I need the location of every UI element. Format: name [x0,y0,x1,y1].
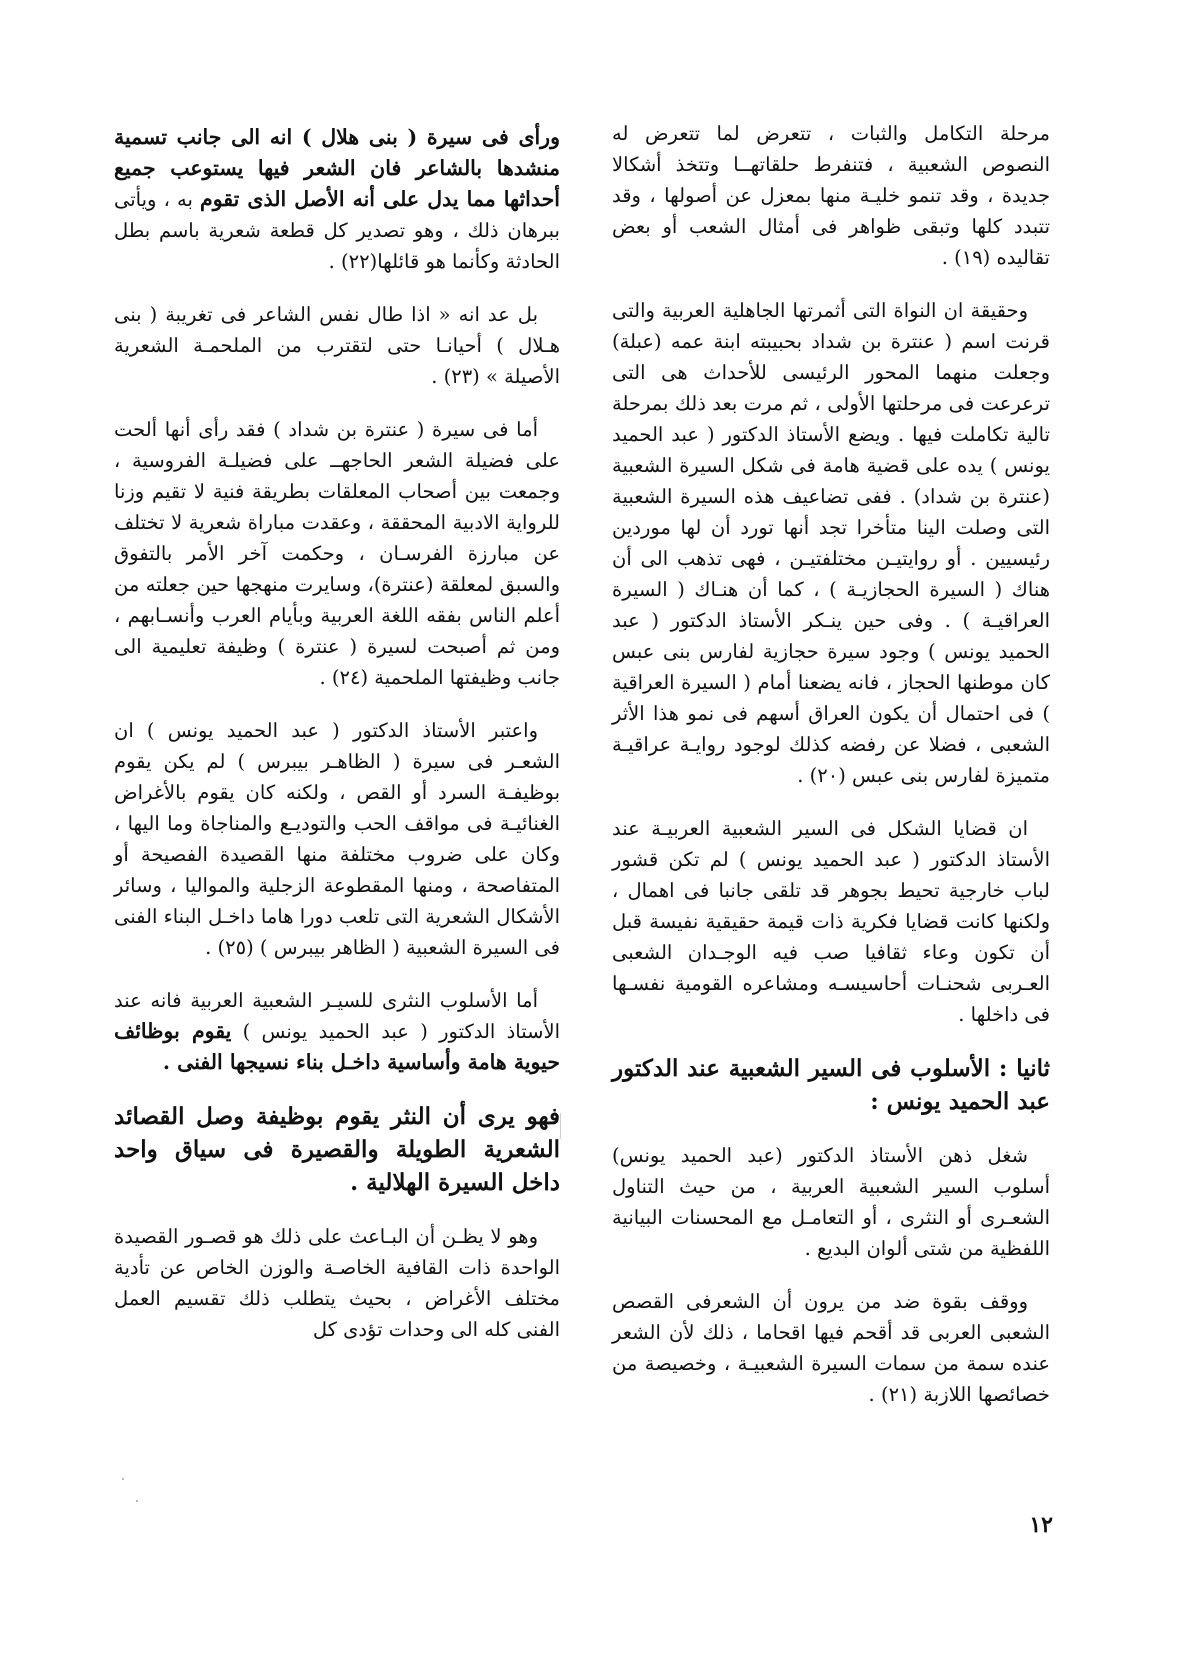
paragraph: وحقيقة ان النواة التى أثمرتها الجاهلية العربية والتى قرنت اسم ( عنترة بن شداد بحبيبته ابنة عمه (عبلة) وجعلت منهما المحور الرئيسى للأحداث هى التى ترعرعت فى مرحلتها الأولى ، ثم مرت بعد ذلك بمرحلة تالية تكاملت فيها . ويضع الأستاذ الدكتور ( عبد الحميد يونس ) يده على قضية هامة فى شكل السيرة الشعبية (عنترة بن شداد) . ففى تضاعيف هذه السيرة الشعبية التى وصلت الينا متأخرا تجد أنها تورد أن لها موردين رئيسيين . أو روايتيـن مختلفتيـن ، فهى تذهب الى أن هناك ( السيرة الحجازيـة ) ، كما أن هنـاك ( السيرة العراقيـة ) . وفى حين ينـكر الأستاذ الدكتور ( عبد الحميد يونس ) وجود سيرة حجازية لفارس بنى عبس كان موطنها الحجاز ، فانه يضعنا أمام ( السيرة العراقية ) فى احتمال أن يكون العراق أسهم فى نمو هذا الأثر الشعبى ، فضلا عن رفضه كذلك لوجود روايـة عراقيـة متميزة لفارس بنى عبس (٢٠) . [612,299,1050,787]
scan-speck [136,1500,138,1502]
paragraph [114,122,560,277]
paragraph: ووقف بقوة ضد من يرون أن الشعرفى القصص الشعبى العربى قد أقحم فيها اقحاما ، ذلك لأن الشعر عنده سمة من سمات السيرة الشعبيـة ، وخصيصة من خصائصها اللازبة (٢١) . [612,1290,1050,1406]
right-column [612,118,1050,1432]
paragraph: ان قضايا الشكل فى السير الشعبية العربيـة عند الأستاذ الدكتور ( عبد الحميد يونس ) لم تكن قشور لباب خارجية تحيط بجوهر قد تلقى جانبا فى اهمال ، ولكنها كانت قضايا فكرية ذات قيمة حقيقية نفيسة قبل أن تكون وعاء ثقافيا صب فيه الوجـدان الشعبى العـربى شحنـات أحاسيسـه ومشاعره القومية نفسـها فى داخلها . [612,817,1050,1026]
paragraph-text: أما الأسلوب النثرى للسيـر الشعبية العربية فانه عند الأستاذ الدكتور ( عبد الحميد يونس ) [114,989,561,1043]
left-column [114,122,560,1367]
paragraph: شغل ذهن الأستاذ الدكتور (عبد الحميد يونس) أسلوب السير الشعبية العربية ، من حيث التناول الشعـرى أو النثرى ، أو التعامـل مع المحسنات البيانية اللفظية من شتى ألوان البديع . [612,1144,1050,1260]
column-divider-mark [560,1113,561,1139]
paragraph [114,985,560,1078]
bold-text: ورأى فى سيرة ( بنى هلال ) انه الى جانب تسمية منشدها بالشاعر فان الشعر فيها يستوعب جميع أحداثها مما يدل على أنه الأصل الذى تقوم [114,125,561,211]
page-number: ١٢ [1029,1512,1053,1538]
paragraph: بل عد انه « اذا طال نفس الشاعر فى تغريبة ( بنى هـلال ) أحيانـا حتى لتقترب من الملحمـة الشعرية الأصيلة » (٢٣) . [114,303,560,388]
bold-text: يقوم بوظائف حيوية هامة وأساسية داخـل بناء نسيجها الفنى . [114,1019,560,1074]
paragraph-text: به ، ويأتى ببرهان ذلك ، وهو تصدير كل قطعة شعرية باسم بطل الحادثة وكأنما هو قائلها(٢٢) . [114,188,560,273]
paragraph: أما فى سيرة ( عنترة بن شداد ) فقد رأى أنها ألحت على فضيلة الشعر الحاجهــ على فضيلـة الفروسية ، وجمعت بين أصحاب المعلقات بطريقة فنية لا تقيم وزنا للرواية الادبية المحققة ، وعقدت مباراة شعرية لا تختلف عن مبارزة الفرسـان ، وحكمت آخر الأمر بالتفوق والسبق لمعلقة (عنترة)، وسايرت منهجها حين جعلته من أعلم الناس بفقه اللغة العربية وبأيام العرب وأنسـابهم ، ومن ثم أصبحت لسيرة ( عنترة ) وظيفة تعليمية الى جانب وظيفتها الملحمية (٢٤) . [114,418,560,689]
paragraph: مرحلة التكامل والثبات ، تتعرض لما تتعرض له النصوص الشعبية ، فتنفرط حلقاتهــا وتتخذ أشكالا جديدة ، وقد تنمو خليـة منها بمعزل عن أصولها ، وقد تتبدد كلها وتبقى ظواهر فى أمثال الشعب أو بعض تقاليده (١٩) . [612,122,1050,269]
bold-paragraph: فهو يرى أن النثر يقوم بوظيفة وصل القصائد الشعرية الطويلة والقصيرة فى سياق واحد داخل السيرة الهلالية . [114,1103,560,1196]
section-heading: ثانيا : الأسلوب فى السير الشعبية عند الدكتور عبد الحميد يونس : [612,1055,1050,1115]
paragraph: واعتبر الأستاذ الدكتور ( عبد الحميد يونس ) ان الشعـر فى سيرة ( الظاهـر بيبرس ) لم يكن يقوم بوظيفـة السرد أو القص ، ولكنه كان يقوم بالأغراض الغنائيـة فى مواقف الحب والتوديـع والمناجاة وما اليها ، وكان على ضروب مختلفة منها القصيدة الفصيحة أو المتفاصحة ، ومنها المقطوعة الزجلية والمواليا ، وسائر الأشكال الشعرية التى تلعب دورا هاما داخـل البناء الفنى فى السيرة الشعبية ( الظاهر بيبرس ) (٢٥) . [114,719,560,959]
paragraph: وهو لا يظـن أن البـاعث على ذلك هو قصـور القصيدة الواحدة ذات القافية الخاصـة والوزن الخاص عن تأدية مختلف الأغراض ، بحيث يتطلب ذلك تقسيم العمل الفنى كله الى وحدات تؤدى كل [114,1225,560,1341]
scan-speck [122,1478,124,1480]
